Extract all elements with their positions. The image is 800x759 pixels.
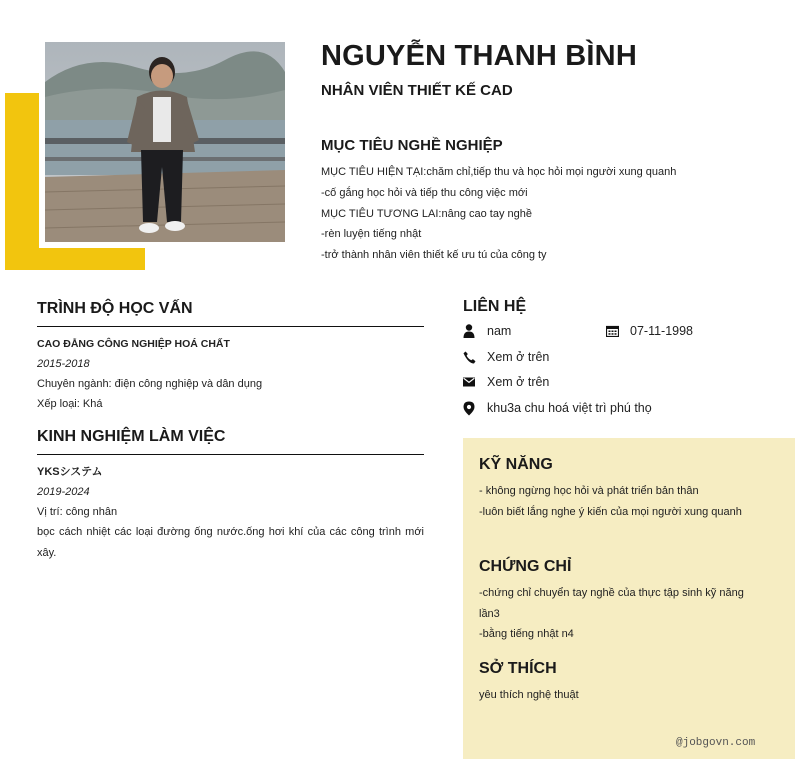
- objective-heading: MỤC TIÊU NGHỀ NGHIỆP: [321, 137, 503, 154]
- education-grade: Xếp loại: Khá: [37, 398, 103, 410]
- objective-text: [321, 162, 771, 266]
- education-body: [37, 334, 424, 414]
- contact-phone[interactable]: [462, 350, 549, 364]
- certificate-line: -chứng chỉ chuyển tay nghề của thực tập sinh kỹ năng lần3: [479, 587, 744, 620]
- experience-body: [37, 462, 424, 564]
- certificates-heading: CHỨNG CHỈ: [479, 558, 572, 575]
- objective-line: -rèn luyện tiếng nhật: [321, 228, 422, 241]
- profile-photo: [45, 42, 285, 242]
- contact-email[interactable]: [462, 375, 549, 389]
- objective-line: MỤC TIÊU HIỆN TẠI:chăm chỉ,tiếp thu và học hỏi mọi người xung quanh: [321, 166, 677, 178]
- skills-heading: KỸ NĂNG: [479, 456, 553, 473]
- dob-value: 07-11-1998: [630, 324, 694, 338]
- contact-address: [462, 401, 652, 415]
- certificate-line: -bằng tiếng nhật n4: [479, 628, 574, 640]
- hobbies-heading: SỞ THÍCH: [479, 660, 557, 677]
- mail-icon: [462, 375, 476, 389]
- objective-line: -cố gắng học hỏi và tiếp thu công việc mới: [321, 186, 528, 199]
- accent-bar-vertical: [5, 93, 39, 270]
- candidate-name: NGUYỄN THANH BÌNH: [321, 40, 637, 72]
- contact-gender: [462, 324, 511, 338]
- calendar-icon: [605, 324, 619, 338]
- experience-period: 2019-2024: [37, 486, 90, 498]
- objective-line: MỤC TIÊU TƯƠNG LAI:nâng cao tay nghề: [321, 207, 533, 220]
- school-name: CAO ĐẲNG CÔNG NGHIỆP HOÁ CHẤT: [37, 338, 230, 350]
- skill-line: -luôn biết lắng nghe ý kiến của mọi người xung quanh: [479, 505, 742, 518]
- experience-position: Vị trí: công nhân: [37, 506, 118, 518]
- hobby-line: yêu thích nghệ thuật: [479, 689, 579, 701]
- job-title: NHÂN VIÊN THIẾT KẾ CAD: [321, 82, 513, 99]
- company-name: YKSシステム: [37, 466, 103, 478]
- contact-heading: LIÊN HỆ: [463, 298, 527, 315]
- email-value[interactable]: Xem ở trên: [487, 375, 550, 389]
- experience-description: bọc cách nhiệt các loại đường ống nước.ống hơi khí của các công trình mới xây.: [37, 526, 424, 559]
- education-divider: [37, 326, 424, 327]
- education-period: 2015-2018: [37, 358, 90, 370]
- certificates-text: [479, 583, 759, 645]
- watermark: @jobgovn.com: [676, 737, 756, 749]
- contact-dob: [605, 324, 693, 338]
- skill-line: - không ngừng học hỏi và phát triển bản thân: [479, 485, 699, 497]
- skills-text: [479, 481, 779, 522]
- education-heading: TRÌNH ĐỘ HỌC VẤN: [37, 300, 193, 317]
- gender-value: nam: [487, 324, 512, 338]
- phone-value[interactable]: Xem ở trên: [487, 350, 550, 364]
- education-major: Chuyên ngành: điện công nghiệp và dân dụng: [37, 378, 263, 390]
- address-value: khu3a chu hoá việt trì phú thọ: [487, 401, 652, 415]
- phone-icon: [462, 350, 476, 364]
- accent-bar-horizontal: [5, 248, 145, 270]
- map-pin-icon: [462, 401, 476, 415]
- experience-divider: [37, 454, 424, 455]
- objective-line: -trở thành nhân viên thiết kế ưu tú của công ty: [321, 249, 547, 262]
- hobbies-text: [479, 685, 759, 706]
- experience-heading: KINH NGHIỆM LÀM VIỆC: [37, 428, 226, 445]
- person-icon: [462, 324, 476, 338]
